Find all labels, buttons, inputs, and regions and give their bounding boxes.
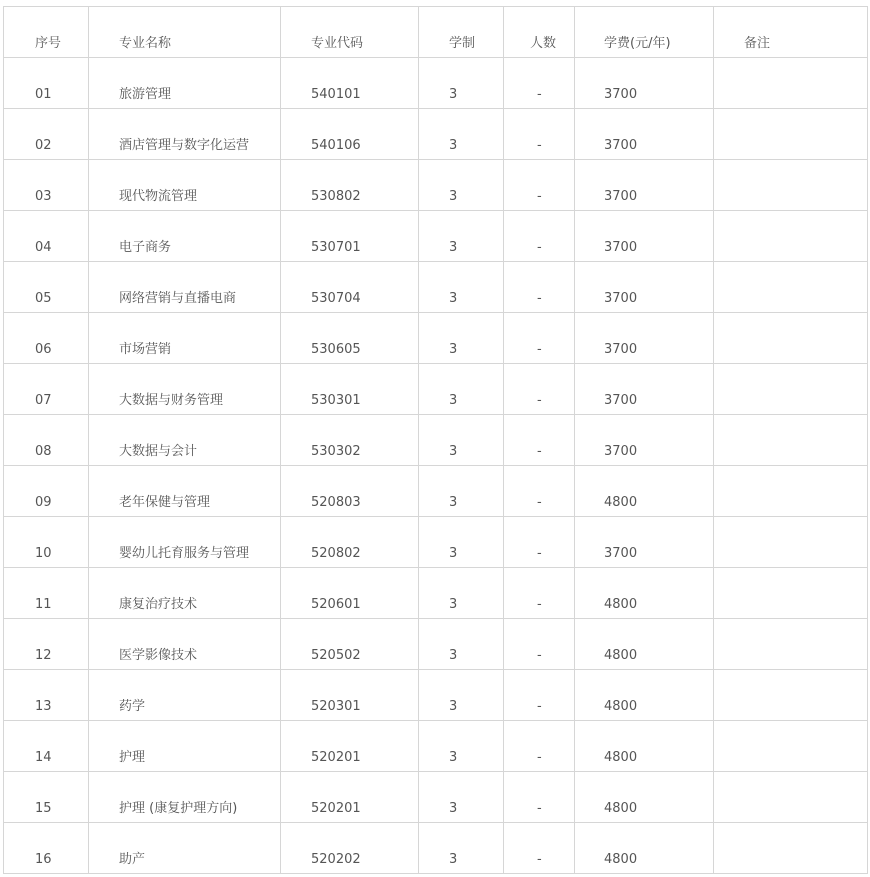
cell-text: - <box>537 291 542 306</box>
major-code-cell <box>281 823 419 874</box>
tuition-fee-cell <box>575 415 714 466</box>
table-row <box>4 109 868 160</box>
table-row <box>4 568 868 619</box>
enrollment-count-cell <box>504 262 575 313</box>
cell-text: 康复治疗技术 <box>119 597 198 612</box>
duration-cell <box>419 415 504 466</box>
header-label: 备注 <box>744 36 771 51</box>
note-cell <box>714 823 868 874</box>
major-name-cell <box>89 670 281 721</box>
tuition-fee-cell <box>575 772 714 823</box>
note-cell <box>714 772 868 823</box>
cell-text: 05 <box>35 291 52 306</box>
header-cell-years <box>419 7 504 58</box>
table-row <box>4 211 868 262</box>
cell-text: 3700 <box>604 546 638 561</box>
major-code-cell <box>281 721 419 772</box>
major-code-cell <box>281 364 419 415</box>
major-code-cell <box>281 160 419 211</box>
cell-text: 医学影像技术 <box>119 648 198 663</box>
cell-text: 4800 <box>604 648 638 663</box>
major-code-cell <box>281 670 419 721</box>
cell-text: 3 <box>449 189 458 204</box>
cell-text: 520502 <box>311 648 361 663</box>
cell-text: 530605 <box>311 342 361 357</box>
table-row <box>4 619 868 670</box>
major-name-cell <box>89 619 281 670</box>
tuition-fee-cell <box>575 517 714 568</box>
table-row <box>4 364 868 415</box>
cell-text: 3700 <box>604 342 638 357</box>
enrollment-count-cell <box>504 364 575 415</box>
note-cell <box>714 466 868 517</box>
major-name-cell <box>89 823 281 874</box>
header-label: 学制 <box>449 36 476 51</box>
cell-text: - <box>537 189 542 204</box>
enrollment-count-cell <box>504 772 575 823</box>
major-code-cell <box>281 772 419 823</box>
tuition-fee-cell <box>575 211 714 262</box>
tuition-fee-cell <box>575 568 714 619</box>
cell-text: 助产 <box>119 852 146 867</box>
major-code-cell <box>281 109 419 160</box>
cell-text: 530701 <box>311 240 361 255</box>
cell-text: - <box>537 240 542 255</box>
cell-text: 3 <box>449 852 458 867</box>
cell-text: 520201 <box>311 750 361 765</box>
cell-text: 13 <box>35 699 52 714</box>
header-label: 人数 <box>530 36 557 51</box>
row-number-cell <box>4 568 89 619</box>
cell-text <box>714 766 867 771</box>
cell-text: 530704 <box>311 291 361 306</box>
note-cell <box>714 415 868 466</box>
major-code-cell <box>281 262 419 313</box>
cell-text <box>714 358 867 363</box>
header-row <box>4 7 868 58</box>
tuition-fee-cell <box>575 58 714 109</box>
row-number-cell <box>4 160 89 211</box>
major-name-cell <box>89 262 281 313</box>
row-number-cell <box>4 721 89 772</box>
header-cell-no <box>4 7 89 58</box>
table-row <box>4 517 868 568</box>
cell-text: 11 <box>35 597 52 612</box>
enrollment-count-cell <box>504 415 575 466</box>
cell-text <box>714 715 867 720</box>
cell-text: - <box>537 801 542 816</box>
cell-text: 530802 <box>311 189 361 204</box>
enrollment-count-cell <box>504 466 575 517</box>
cell-text: 3 <box>449 597 458 612</box>
tuition-fee-cell <box>575 109 714 160</box>
header-cell-code <box>281 7 419 58</box>
table-row <box>4 670 868 721</box>
duration-cell <box>419 211 504 262</box>
table-row <box>4 772 868 823</box>
row-number-cell <box>4 211 89 262</box>
cell-text: 530302 <box>311 444 361 459</box>
enrollment-count-cell <box>504 823 575 874</box>
cell-text: 520803 <box>311 495 361 510</box>
cell-text: - <box>537 852 542 867</box>
note-cell <box>714 313 868 364</box>
duration-cell <box>419 313 504 364</box>
note-cell <box>714 211 868 262</box>
cell-text: 旅游管理 <box>119 87 172 102</box>
cell-text: - <box>537 393 542 408</box>
major-name-cell <box>89 313 281 364</box>
header-cell-note <box>714 7 868 58</box>
cell-text: 04 <box>35 240 52 255</box>
row-number-cell <box>4 262 89 313</box>
tuition-fee-cell <box>575 619 714 670</box>
cell-text: 3700 <box>604 189 638 204</box>
cell-text: - <box>537 597 542 612</box>
cell-text: 3 <box>449 393 458 408</box>
cell-text: 07 <box>35 393 52 408</box>
table-header <box>4 7 868 58</box>
enrollment-count-cell <box>504 313 575 364</box>
major-code-cell <box>281 58 419 109</box>
cell-text: 520201 <box>311 801 361 816</box>
cell-text <box>714 613 867 618</box>
cell-text: 3700 <box>604 240 638 255</box>
row-number-cell <box>4 772 89 823</box>
cell-text: 药学 <box>119 699 146 714</box>
cell-text <box>714 460 867 465</box>
table-row <box>4 415 868 466</box>
cell-text: 3700 <box>604 87 638 102</box>
row-number-cell <box>4 670 89 721</box>
major-name-cell <box>89 109 281 160</box>
cell-text: 3 <box>449 495 458 510</box>
cell-text: 3 <box>449 801 458 816</box>
cell-text: 08 <box>35 444 52 459</box>
major-code-cell <box>281 211 419 262</box>
row-number-cell <box>4 466 89 517</box>
cell-text: 3700 <box>604 444 638 459</box>
enrollment-count-cell <box>504 619 575 670</box>
cell-text: - <box>537 87 542 102</box>
note-cell <box>714 109 868 160</box>
cell-text: - <box>537 444 542 459</box>
cell-text: 3 <box>449 648 458 663</box>
cell-text: 4800 <box>604 750 638 765</box>
cell-text: 网络营销与直播电商 <box>119 291 237 306</box>
tuition-fee-cell <box>575 466 714 517</box>
enrollment-count-cell <box>504 160 575 211</box>
cell-text: 电子商务 <box>119 240 172 255</box>
duration-cell <box>419 109 504 160</box>
major-code-cell <box>281 313 419 364</box>
table-row <box>4 262 868 313</box>
cell-text: - <box>537 138 542 153</box>
major-name-cell <box>89 58 281 109</box>
tuition-fee-cell <box>575 262 714 313</box>
enrollment-count-cell <box>504 109 575 160</box>
duration-cell <box>419 466 504 517</box>
cell-text: 540101 <box>311 87 361 102</box>
note-cell <box>714 262 868 313</box>
cell-text: 3 <box>449 546 458 561</box>
major-code-cell <box>281 517 419 568</box>
cell-text: 3700 <box>604 138 638 153</box>
cell-text: 3 <box>449 444 458 459</box>
cell-text <box>714 103 867 108</box>
duration-cell <box>419 364 504 415</box>
cell-text: 3 <box>449 87 458 102</box>
major-code-cell <box>281 619 419 670</box>
cell-text: 4800 <box>604 597 638 612</box>
major-name-cell <box>89 517 281 568</box>
note-cell <box>714 160 868 211</box>
table-row <box>4 160 868 211</box>
major-name-cell <box>89 211 281 262</box>
cell-text <box>714 817 867 822</box>
major-code-cell <box>281 415 419 466</box>
row-number-cell <box>4 823 89 874</box>
major-code-cell <box>281 568 419 619</box>
cell-text: 540106 <box>311 138 361 153</box>
cell-text: 12 <box>35 648 52 663</box>
table-body <box>4 58 868 874</box>
duration-cell <box>419 721 504 772</box>
major-name-cell <box>89 364 281 415</box>
major-name-cell <box>89 415 281 466</box>
cell-text: 酒店管理与数字化运营 <box>119 138 250 153</box>
row-number-cell <box>4 415 89 466</box>
cell-text <box>714 154 867 159</box>
cell-text: - <box>537 342 542 357</box>
cell-text: 4800 <box>604 495 638 510</box>
cell-text: 大数据与财务管理 <box>119 393 224 408</box>
enrollment-count-cell <box>504 670 575 721</box>
cell-text: 现代物流管理 <box>119 189 198 204</box>
row-number-cell <box>4 313 89 364</box>
cell-text: 4800 <box>604 801 638 816</box>
cell-text: 3 <box>449 138 458 153</box>
header-cell-count <box>504 7 575 58</box>
note-cell <box>714 517 868 568</box>
cell-text: 3700 <box>604 291 638 306</box>
cell-text: 老年保健与管理 <box>119 495 211 510</box>
note-cell <box>714 58 868 109</box>
cell-text: 01 <box>35 87 52 102</box>
row-number-cell <box>4 619 89 670</box>
cell-text: - <box>537 750 542 765</box>
cell-text <box>714 256 867 261</box>
cell-text: 520802 <box>311 546 361 561</box>
cell-text: 护理 <box>119 750 146 765</box>
cell-text: 护理 (康复护理方向) <box>119 801 238 816</box>
major-name-cell <box>89 721 281 772</box>
duration-cell <box>419 823 504 874</box>
cell-text: 530301 <box>311 393 361 408</box>
note-cell <box>714 619 868 670</box>
major-code-cell <box>281 466 419 517</box>
duration-cell <box>419 670 504 721</box>
cell-text: 4800 <box>604 699 638 714</box>
cell-text: 10 <box>35 546 52 561</box>
cell-text: 3 <box>449 291 458 306</box>
table-row <box>4 313 868 364</box>
duration-cell <box>419 160 504 211</box>
duration-cell <box>419 619 504 670</box>
header-label: 专业名称 <box>119 36 172 51</box>
cell-text: 02 <box>35 138 52 153</box>
row-number-cell <box>4 364 89 415</box>
header-label: 序号 <box>35 36 62 51</box>
duration-cell <box>419 517 504 568</box>
enrollment-count-cell <box>504 58 575 109</box>
tuition-fee-cell <box>575 313 714 364</box>
note-cell <box>714 364 868 415</box>
tuition-fee-cell <box>575 364 714 415</box>
enrollment-count-cell <box>504 517 575 568</box>
table-row <box>4 823 868 874</box>
cell-text: 市场营销 <box>119 342 172 357</box>
row-number-cell <box>4 58 89 109</box>
cell-text: 520202 <box>311 852 361 867</box>
cell-text: 4800 <box>604 852 638 867</box>
cell-text: 09 <box>35 495 52 510</box>
cell-text <box>714 664 867 669</box>
cell-text: 520301 <box>311 699 361 714</box>
cell-text <box>714 868 867 873</box>
note-cell <box>714 721 868 772</box>
duration-cell <box>419 772 504 823</box>
cell-text: 3 <box>449 240 458 255</box>
header-cell-fee <box>575 7 714 58</box>
cell-text <box>714 511 867 516</box>
tuition-fee-cell <box>575 670 714 721</box>
tuition-fee-cell <box>575 721 714 772</box>
tuition-fee-cell <box>575 160 714 211</box>
tuition-fee-cell <box>575 823 714 874</box>
duration-cell <box>419 568 504 619</box>
cell-text: 3 <box>449 342 458 357</box>
enrollment-count-cell <box>504 211 575 262</box>
cell-text: - <box>537 546 542 561</box>
table-row <box>4 58 868 109</box>
cell-text: 15 <box>35 801 52 816</box>
cell-text: 14 <box>35 750 52 765</box>
note-cell <box>714 670 868 721</box>
enrollment-count-cell <box>504 721 575 772</box>
table-row <box>4 466 868 517</box>
major-name-cell <box>89 466 281 517</box>
cell-text: - <box>537 699 542 714</box>
cell-text: 16 <box>35 852 52 867</box>
enrollment-count-cell <box>504 568 575 619</box>
header-label: 学费(元/年) <box>604 36 671 51</box>
majors-table <box>3 6 868 874</box>
major-name-cell <box>89 772 281 823</box>
cell-text <box>714 409 867 414</box>
cell-text: 3700 <box>604 393 638 408</box>
cell-text <box>714 307 867 312</box>
duration-cell <box>419 58 504 109</box>
table-row <box>4 721 868 772</box>
duration-cell <box>419 262 504 313</box>
cell-text <box>714 562 867 567</box>
cell-text: 3 <box>449 750 458 765</box>
cell-text: 520601 <box>311 597 361 612</box>
row-number-cell <box>4 517 89 568</box>
major-name-cell <box>89 160 281 211</box>
cell-text: 大数据与会计 <box>119 444 198 459</box>
cell-text: - <box>537 648 542 663</box>
cell-text: 06 <box>35 342 52 357</box>
header-label: 专业代码 <box>311 36 364 51</box>
cell-text: - <box>537 495 542 510</box>
cell-text: 3 <box>449 699 458 714</box>
cell-text <box>714 205 867 210</box>
major-name-cell <box>89 568 281 619</box>
cell-text: 03 <box>35 189 52 204</box>
cell-text: 婴幼儿托育服务与管理 <box>119 546 250 561</box>
note-cell <box>714 568 868 619</box>
header-cell-name <box>89 7 281 58</box>
row-number-cell <box>4 109 89 160</box>
